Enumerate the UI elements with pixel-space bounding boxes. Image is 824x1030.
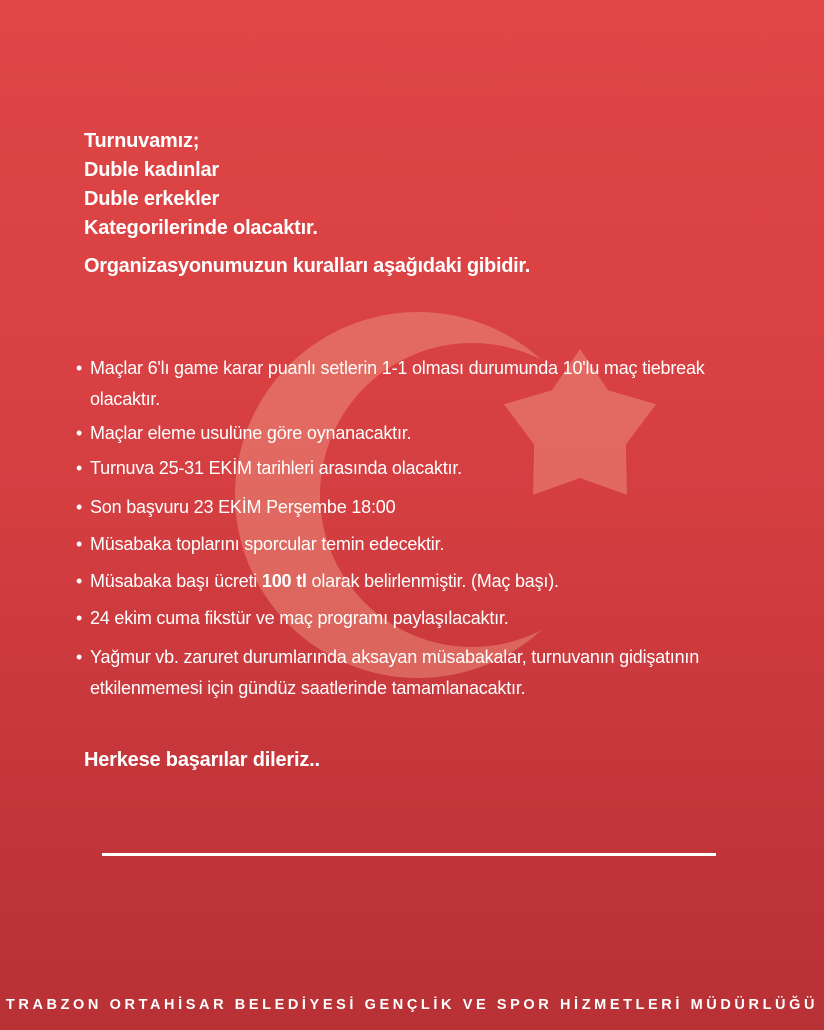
rule-text: Son başvuru 23 EKİM Perşembe 18:00 bbox=[90, 497, 396, 517]
rule-text: Maçlar eleme usulüne göre oynanacaktır. bbox=[90, 423, 412, 443]
bullet: • bbox=[76, 571, 83, 591]
rule-item bbox=[76, 529, 766, 560]
intro-line: Duble kadınlar bbox=[84, 159, 220, 181]
fee-amount: 100 tl bbox=[261, 571, 307, 591]
intro-line: Turnuvamız; bbox=[84, 130, 200, 152]
bullet: • bbox=[76, 458, 83, 478]
bullet: • bbox=[76, 497, 83, 517]
divider bbox=[102, 853, 716, 856]
rules-heading: Organizasyonumuzun kuralları aşağıdaki gibidir. bbox=[84, 255, 531, 277]
rule-text: Maçlar 6'lı game karar puanlı setlerin 1-1 olması durumunda 10'lu maç tiebreak olacaktır. bbox=[90, 358, 705, 409]
intro-line: Duble erkekler bbox=[84, 188, 220, 210]
bullet: • bbox=[76, 423, 83, 443]
rule-text: Turnuva 25-31 EKİM tarihleri arasında olacaktır. bbox=[90, 458, 462, 478]
rule-text: Müsabaka toplarını sporcular temin edecektir. bbox=[90, 534, 445, 554]
fee-text-before: Müsabaka başı ücreti bbox=[90, 571, 262, 591]
closing-message: Herkese başarılar dileriz.. bbox=[84, 749, 320, 771]
rule-item bbox=[76, 418, 766, 449]
rule-item bbox=[76, 453, 766, 484]
bullet: • bbox=[76, 358, 83, 378]
rule-item bbox=[76, 566, 766, 597]
rule-item bbox=[76, 642, 766, 704]
tournament-categories bbox=[84, 127, 318, 243]
fee-text-after: olarak belirlenmiştir. (Maç başı). bbox=[306, 571, 559, 591]
rule-item bbox=[76, 353, 766, 415]
bullet: • bbox=[76, 647, 83, 667]
rule-text: Yağmur vb. zaruret durumlarında aksayan müsabakalar, turnuvanın gidişatının etkilenmemesi için gündüz saatlerinde tamamlanacaktır. bbox=[90, 647, 700, 698]
intro-line: Kategorilerinde olacaktır. bbox=[84, 217, 318, 239]
rule-text: 24 ekim cuma fikstür ve maç programı paylaşılacaktır. bbox=[90, 608, 509, 628]
footer-organization: TRABZON ORTAHİSAR BELEDİYESİ GENÇLİK VE SPOR HİZMETLERİ MÜDÜRLÜĞÜ bbox=[5, 997, 819, 1013]
rule-text bbox=[90, 566, 766, 597]
rule-item bbox=[76, 603, 766, 634]
bullet: • bbox=[76, 534, 83, 554]
rule-item bbox=[76, 492, 766, 523]
bullet: • bbox=[76, 608, 83, 628]
